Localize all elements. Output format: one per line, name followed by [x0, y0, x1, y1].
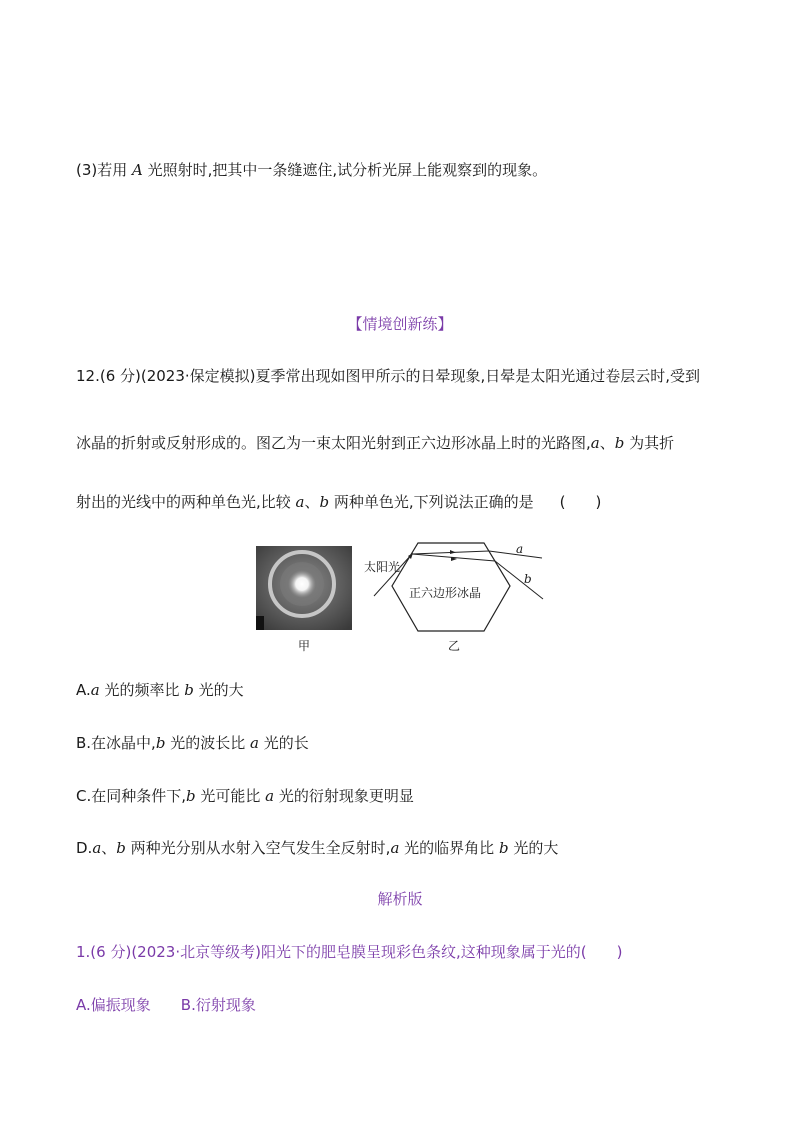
option-d: D.a、b 两种光分别从水射入空气发生全反射时,a 光的临界角比 b 光的大: [76, 839, 559, 857]
crystal-label: 正六边形冰晶: [409, 586, 482, 600]
ray-a-label: a: [516, 542, 524, 556]
ray-b-label: b: [524, 572, 532, 586]
section-title: 【情境创新练】: [347, 315, 453, 333]
exit-ray-b: [495, 561, 543, 599]
answer-question-1: 1.(6 分)(2023·北京等级考)阳光下的肥皂膜呈现彩色条纹,这种现象属于光的( ): [76, 943, 623, 961]
answer-section-title: 解析版: [377, 890, 423, 908]
caption-jia: 甲: [298, 639, 311, 653]
caption-yi: 乙: [448, 639, 461, 653]
question-12-line-1: 12.(6 分)(2023·保定模拟)夏季常出现如图甲所示的日晕现象,日晕是太阳光通过卷层云时,受到: [76, 367, 701, 385]
answer-options: [76, 995, 256, 1015]
option-a: A.a 光的频率比 b 光的大: [76, 681, 244, 699]
question-3-text: (3)若用 A 光照射时,把其中一条缝遮住,试分析光屏上能观察到的现象。: [76, 161, 548, 179]
question-12-line-3: 射出的光线中的两种单色光,比较 a、b 两种单色光,下列说法正确的是 ( ): [76, 493, 602, 511]
answer-bracket: ( ): [559, 493, 602, 511]
figure: [252, 542, 552, 652]
answer-option-b: B.衍射现象: [180, 996, 256, 1014]
question-12-line-2: 冰晶的折射或反射形成的。图乙为一束太阳光射到正六边形冰晶上时的光路图,a、b 为其折: [76, 434, 675, 452]
sun-halo-image: [256, 546, 352, 630]
answer-option-a: A.偏振现象: [76, 996, 151, 1014]
sunlight-label: 太阳光: [364, 560, 401, 574]
sun-halo-photo: [256, 546, 352, 630]
option-b: B.在冰晶中,b 光的波长比 a 光的长: [76, 734, 309, 752]
option-c: C.在同种条件下,b 光可能比 a 光的衍射现象更明显: [76, 787, 414, 805]
